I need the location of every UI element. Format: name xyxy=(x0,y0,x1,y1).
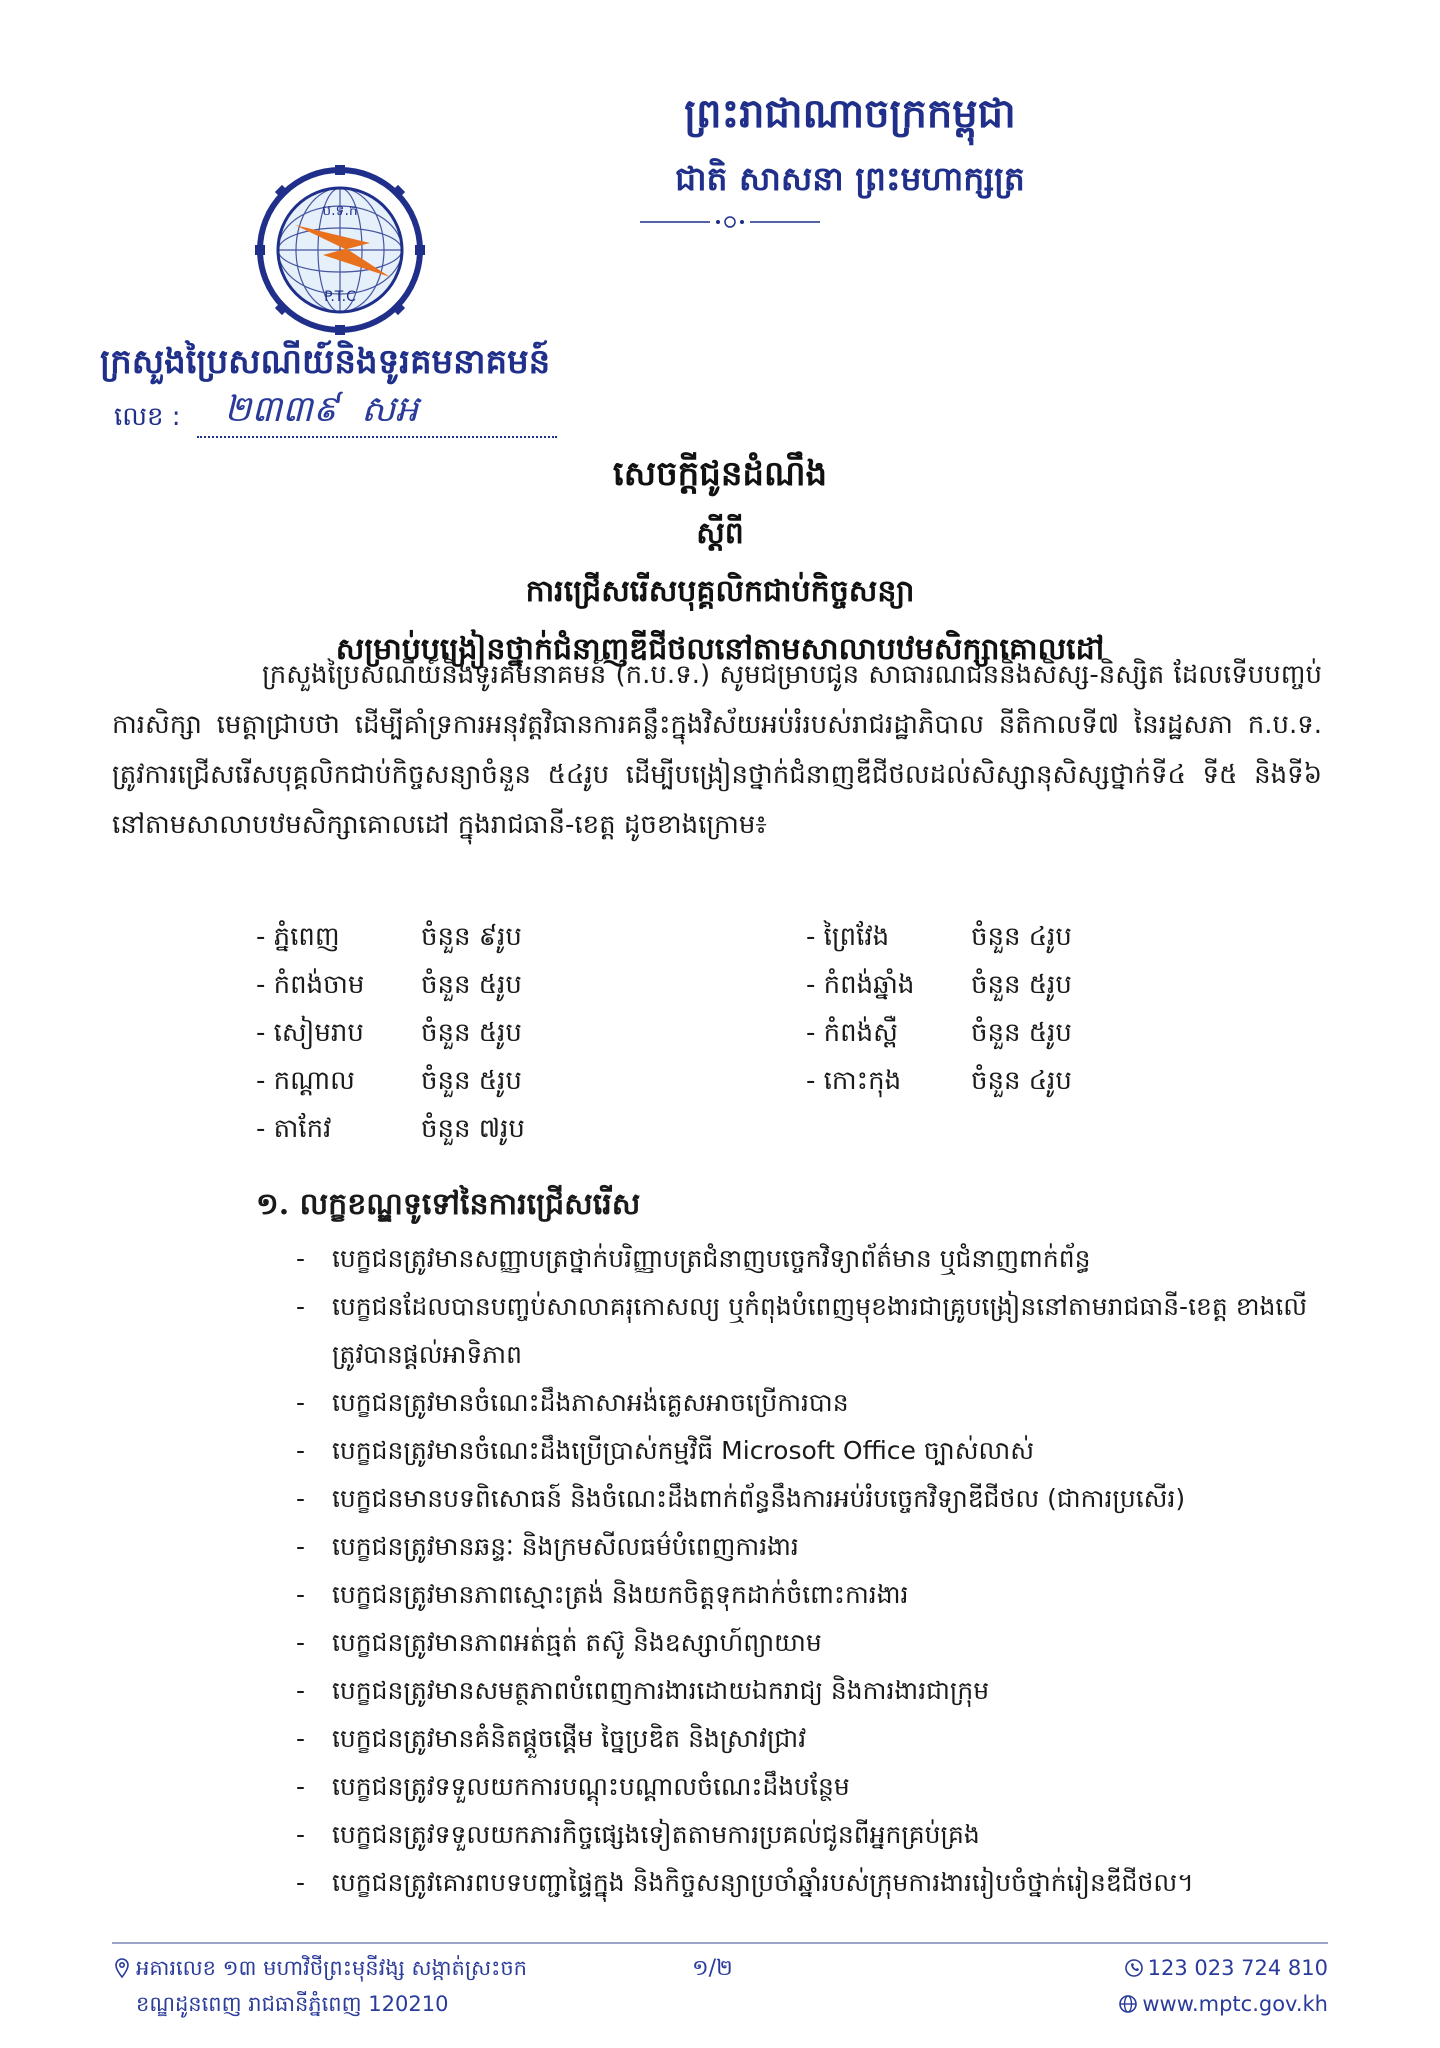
phone-icon xyxy=(1124,1958,1144,1978)
notice-subject: ការជ្រើសរើសបុគ្គលិកជាប់កិច្ចសន្យា xyxy=(525,574,915,609)
province-name: - កំពង់ឆ្នាំង xyxy=(806,970,915,1000)
province-count: ចំនួន ៤រូប xyxy=(971,1066,1072,1096)
province-name: - សៀមរាប xyxy=(256,1018,364,1048)
province-count: ចំនួន ៥រូប xyxy=(421,1018,522,1048)
province-count: ចំនួន ៥រូប xyxy=(421,970,522,1000)
section-heading: ១. លក្ខខណ្ឌទូទៅនៃការជ្រើសរើស xyxy=(256,1187,641,1222)
address-line-2: ខណ្ឌដូនពេញ រាជធានីភ្នំពេញ 120210 xyxy=(136,1992,449,2016)
document-number xyxy=(114,389,557,438)
province-item xyxy=(256,1064,522,1102)
footer-contact xyxy=(1118,1950,1328,2022)
footer-divider xyxy=(112,1942,1328,1944)
criteria-item: - បេក្ខជនត្រូវមានសញ្ញាបត្រថ្នាក់បរិញ្ញាបត្រជំនាញបច្ចេកវិទ្យាព័ត៌មាន ឬជំនាញពាក់ព័ន្ធ xyxy=(296,1235,1336,1283)
province-item xyxy=(806,968,1072,1006)
criteria-item: - បេក្ខជនត្រូវមានភាពអត់ធ្មត់ តស៊ូ និងឧស្សាហ៍ព្យាយាម xyxy=(296,1619,1336,1667)
province-item xyxy=(806,1064,1072,1102)
province-item xyxy=(256,1016,522,1054)
location-pin-icon xyxy=(112,1958,132,1978)
province-item xyxy=(256,920,522,958)
criteria-item: - បេក្ខជនត្រូវមានចំណេះដឹងប្រើប្រាស់កម្មវិធី Microsoft Office ច្បាស់លាស់ xyxy=(296,1427,1336,1475)
notice-subject-detail: សម្រាប់បង្រៀនថ្នាក់ជំនាញឌីជីថលនៅតាមសាលាបឋមសិក្សាគោលដៅ xyxy=(335,632,1105,667)
criteria-item: - បេក្ខជនត្រូវទទួលយកការបណ្តុះបណ្តាលចំណេះដឹងបន្ថែម xyxy=(296,1763,1336,1811)
criteria-item: - បេក្ខជនដែលបានបញ្ចប់សាលាគរុកោសល្យ ឬកំពុងបំពេញមុខងារជាគ្រូបង្រៀននៅតាមរាជធានី-ខេត្ត ខាងលើត្រូវបានផ្តល់អាទិភាព xyxy=(296,1283,1336,1379)
ornament-divider xyxy=(640,212,820,232)
ministry-name: ក្រសួងប្រៃសណីយ៍និងទូរគមនាគមន៍ xyxy=(100,342,551,382)
footer-address xyxy=(112,1950,527,2022)
province-count: ចំនួន ៥រូប xyxy=(971,970,1072,1000)
province-count: ចំនួន ៧រូប xyxy=(421,1114,525,1144)
notice-title: សេចក្តីជូនដំណឹង xyxy=(612,454,828,494)
province-name: - តាកែវ xyxy=(256,1114,332,1144)
website-link[interactable]: www.mptc.gov.kh xyxy=(1142,1992,1328,2016)
notice-subtitle-about: ស្តីពី xyxy=(696,516,744,551)
criteria-list xyxy=(296,1235,1336,1907)
criteria-item: - បេក្ខជនត្រូវមានភាពស្មោះត្រង់ និងយកចិត្តទុកដាក់ចំពោះការងារ xyxy=(296,1571,1336,1619)
page-number: ១/២ xyxy=(692,1956,733,1981)
criteria-item: - បេក្ខជនមានបទពិសោធន៍ និងចំណេះដឹងពាក់ព័ន្ធនឹងការអប់រំបច្ចេកវិទ្យាឌីជីថល (ជាការប្រសើរ) xyxy=(296,1475,1336,1523)
doc-no-value: ២៣៣៩ ​ សអ xyxy=(224,389,419,430)
criteria-item: - បេក្ខជនត្រូវមានឆន្ទៈ និងក្រមសីលធម៌បំពេញការងារ xyxy=(296,1523,1336,1571)
kingdom-header xyxy=(0,88,1440,207)
province-item xyxy=(806,920,1072,958)
phone-number[interactable]: 123 023 724 810 xyxy=(1147,1956,1328,1980)
globe-icon xyxy=(1118,1994,1138,2014)
province-count: ចំនួន ៩រូប xyxy=(421,922,522,952)
criteria-item: - បេក្ខជនត្រូវមានចំណេះដឹងភាសាអង់គ្លេសអាចប្រើការបាន xyxy=(296,1379,1336,1427)
province-list xyxy=(256,920,1156,1170)
criteria-item: - បេក្ខជនត្រូវទទួលយកភារកិច្ចផ្សេងទៀតតាមការប្រគល់ជូនពីអ្នកគ្រប់គ្រង xyxy=(296,1811,1336,1859)
province-count: ចំនួន ៤រូប xyxy=(971,922,1072,952)
kingdom-title: ព្រះរាជាណាចក្រកម្ពុជា xyxy=(684,90,1016,137)
province-item xyxy=(806,1016,1072,1054)
kingdom-motto: ជាតិ សាសនា ព្រះមហាក្សត្រ xyxy=(675,159,1025,198)
doc-no-label: លេខ : xyxy=(114,402,181,432)
address-line-1: អគារលេខ ១៣ មហាវិថីព្រះមុនីវង្ស សង្កាត់ស្រះចក xyxy=(136,1956,528,1980)
province-name: - កំពង់ចាម xyxy=(256,970,365,1000)
province-name: - កំពង់ស្ពឺ xyxy=(806,1018,898,1048)
province-count: ចំនួន ៥រូប xyxy=(421,1066,522,1096)
criteria-item: - បេក្ខជនត្រូវមានគំនិតផ្តួចផ្តើម ច្នៃប្រឌិត និងស្រាវជ្រាវ xyxy=(296,1715,1336,1763)
province-item xyxy=(256,1112,525,1150)
logo-text-top: ប.ទ.ក xyxy=(322,203,358,219)
criteria-item: - បេក្ខជនត្រូវគោរពបទបញ្ជាផ្ទៃក្នុង និងកិច្ចសន្យាប្រចាំឆ្នាំរបស់ក្រុមការងាររៀបចំថ្នាក់រៀនឌីជីថល។ xyxy=(296,1859,1336,1907)
notice-titles xyxy=(0,452,1440,674)
intro-text: ក្រសួងប្រៃសណីយ៍និងទូរគមនាគមន៍ (ក.ប.ទ.) សូមជម្រាបជូន សាធារណជននិងសិស្ស-និស្សិត ដែលទើបបញ្ចប់ការសិក្សា មេត្តាជ្រាបថា ដើម្បីគាំទ្រការអនុវត្តវិធានការគន្លឹះក្នុងវិស័យអប់រំរបស់រាជរដ្ឋាភិបាល នីតិកាលទី៧ នៃរដ្ឋសភា ក.ប.ទ. ត្រូវការជ្រើសរើសបុគ្គលិកជាប់កិច្ចសន្យាចំនួន ៥៤រូប ដើម្បីបង្រៀនថ្នាក់ជំនាញឌីជីថលដល់សិស្សានុសិស្សថ្នាក់ទី៤ ទី៥ និងទី៦ នៅតាមសាលាបឋមសិក្សាគោលដៅ ក្នុងរាជធានី-ខេត្ត ដូចខាងក្រោម៖ xyxy=(112,660,1322,840)
province-name: - កោះកុង xyxy=(806,1066,902,1096)
ministry-logo xyxy=(255,165,425,335)
province-name: - កណ្តាល xyxy=(256,1066,355,1096)
province-name: - ភ្នំពេញ xyxy=(256,922,340,952)
province-name: - ព្រៃវែង xyxy=(806,922,890,952)
intro-paragraph xyxy=(112,650,1322,850)
province-count: ចំនួន ៥រូប xyxy=(971,1018,1072,1048)
logo-text-bottom: P.T.C xyxy=(324,289,356,305)
province-item xyxy=(256,968,522,1006)
criteria-item: - បេក្ខជនត្រូវមានសមត្ថភាពបំពេញការងារដោយឯករាជ្យ និងការងារជាក្រុម xyxy=(296,1667,1336,1715)
